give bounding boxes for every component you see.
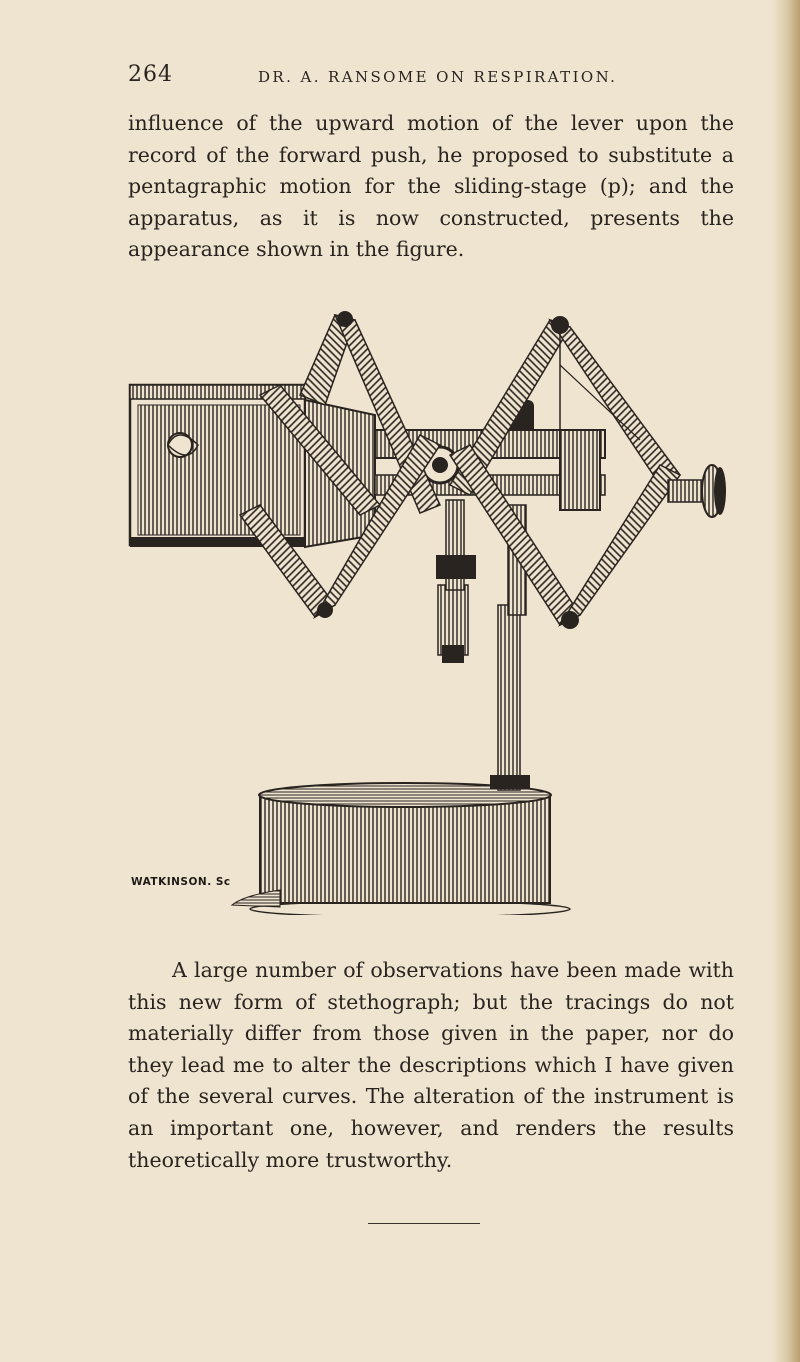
base-drum — [232, 783, 570, 915]
page-header — [128, 62, 718, 92]
stethograph-figure — [120, 305, 740, 915]
page-number: 264 — [128, 62, 173, 87]
closing-rule — [368, 1223, 480, 1224]
running-head: DR. A. RANSOME ON RESPIRATION. — [258, 68, 618, 86]
paragraph-2: A large number of observations have been made with this new form of stethograph; but the tracings do not materially differ from those given in the paper, nor do they lead me to alter the descriptions which I have given of the several curves. The alteration of the instrument is an important one, however, and renders the results theoretically more trustworthy. — [128, 958, 734, 1172]
page-edge-shadow — [772, 0, 800, 1362]
engraver-signature: WATKINSON. Sc — [131, 876, 231, 888]
stethograph-engraving — [120, 305, 740, 915]
paragraph-1: influence of the upward motion of the lever upon the record of the forward push, he proposed to substitute a pentagraphic motion for the sliding-stage (p); and the apparatus, as it is now constructed, presents the appearance shown in the figure. — [128, 111, 734, 262]
